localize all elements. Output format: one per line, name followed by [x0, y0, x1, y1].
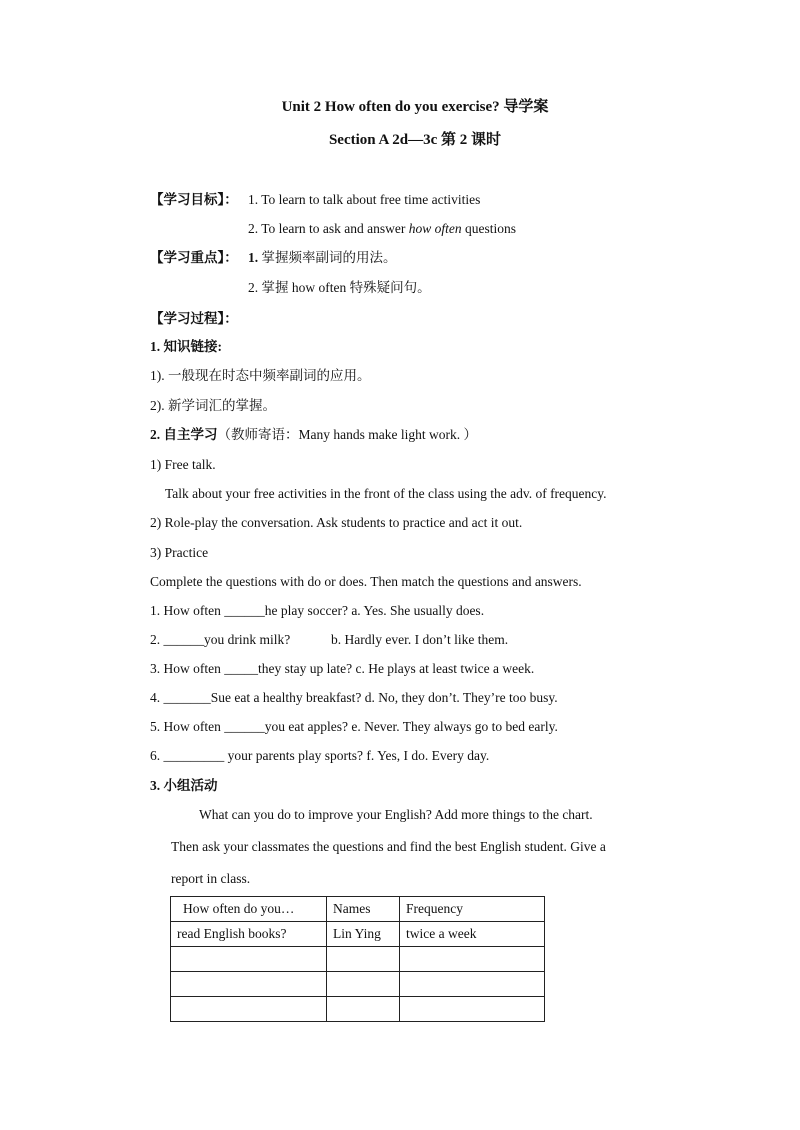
- table-row: [171, 947, 545, 972]
- table-header-names: Names: [327, 897, 400, 922]
- table-row: [171, 997, 545, 1022]
- key-point-1: [248, 249, 397, 267]
- exercise-4: 4. _______Sue eat a healthy breakfast? d. No, they don’t. They’re too busy.: [150, 690, 558, 705]
- objective-2: [248, 220, 516, 238]
- part1-heading: 1. 知识链接:: [150, 339, 222, 354]
- table-header-frequency: Frequency: [400, 897, 545, 922]
- table-cell-name: [327, 997, 400, 1022]
- survey-table: [170, 896, 545, 1022]
- objectives-label: 【学习目标】：: [150, 192, 238, 207]
- part3-paragraph-line-1: What can you do to improve your English? Add more things to the chart.: [199, 807, 593, 822]
- key-point-2: 2. 掌握 how often 特殊疑问句。: [248, 280, 431, 295]
- part3-paragraph-line-2: Then ask your classmates the questions and find the best English student. Give a: [171, 839, 606, 854]
- table-cell-name: Lin Ying: [327, 922, 400, 947]
- free-talk-description: Talk about your free activities in the front of the class using the adv. of frequency.: [165, 486, 607, 501]
- part3-heading: 3. 小组活动: [150, 778, 218, 793]
- page-title: Unit 2 How often do you exercise? 导学案: [281, 99, 549, 115]
- part2-heading: 2. 自主学习: [150, 427, 218, 442]
- part3-paragraph-line-3: report in class.: [171, 871, 251, 886]
- part1-item-2: 2). 新学词汇的掌握。: [150, 398, 276, 413]
- role-play: 2) Role-play the conversation. Ask students to practice and act it out.: [150, 515, 523, 530]
- part2-heading-line: [150, 426, 477, 444]
- table-cell-question: [171, 972, 327, 997]
- table-cell-question: [171, 997, 327, 1022]
- table-cell-name: [327, 972, 400, 997]
- objective-2-tail: questions: [461, 221, 517, 236]
- table-cell-frequency: twice a week: [400, 922, 545, 947]
- table-cell-frequency: [400, 947, 545, 972]
- table-cell-name: [327, 947, 400, 972]
- table-row: [171, 922, 545, 947]
- table-cell-question: read English books?: [171, 922, 327, 947]
- exercise-3: 3. How often _____they stay up late? c. He plays at least twice a week.: [150, 661, 535, 676]
- table-header-question: How often do you…: [171, 897, 327, 922]
- exercise-2-answer: b. Hardly ever. I don’t like them.: [331, 632, 509, 647]
- objective-1: 1. To learn to talk about free time activities: [248, 192, 481, 207]
- exercise-1: 1. How often ______he play soccer? a. Yes. She usually does.: [150, 603, 485, 618]
- exercise-5: 5. How often ______you eat apples? e. Never. They always go to bed early.: [150, 719, 558, 734]
- part2-heading-note: （教师寄语：Many hands make light work. ）: [217, 427, 477, 442]
- process-label: 【学习过程】：: [150, 311, 238, 326]
- exercise-2-question: 2. ______you drink milk?: [150, 632, 291, 647]
- key-points-label: 【学习重点】：: [150, 250, 238, 265]
- table-cell-question: [171, 947, 327, 972]
- free-talk: 1) Free talk.: [150, 457, 216, 472]
- table-row: [171, 972, 545, 997]
- page-subtitle: Section A 2d—3c 第 2 课时: [328, 132, 502, 148]
- objective-2-text: 2. To learn to ask and answer: [248, 221, 409, 236]
- practice: 3) Practice: [150, 545, 209, 560]
- key-point-1-number: 1.: [248, 250, 259, 265]
- table-header-row: [171, 897, 545, 922]
- part1-item-1: 1). 一般现在时态中频率副词的应用。: [150, 368, 371, 383]
- exercise-6: 6. _________ your parents play sports? f. Yes, I do. Every day.: [150, 748, 490, 763]
- objective-2-emphasis: how often: [408, 221, 462, 236]
- practice-instruction: Complete the questions with do or does. Then match the questions and answers.: [150, 574, 582, 589]
- key-point-1-text: 掌握频率副词的用法。: [258, 250, 397, 265]
- table-cell-frequency: [400, 972, 545, 997]
- table-cell-frequency: [400, 997, 545, 1022]
